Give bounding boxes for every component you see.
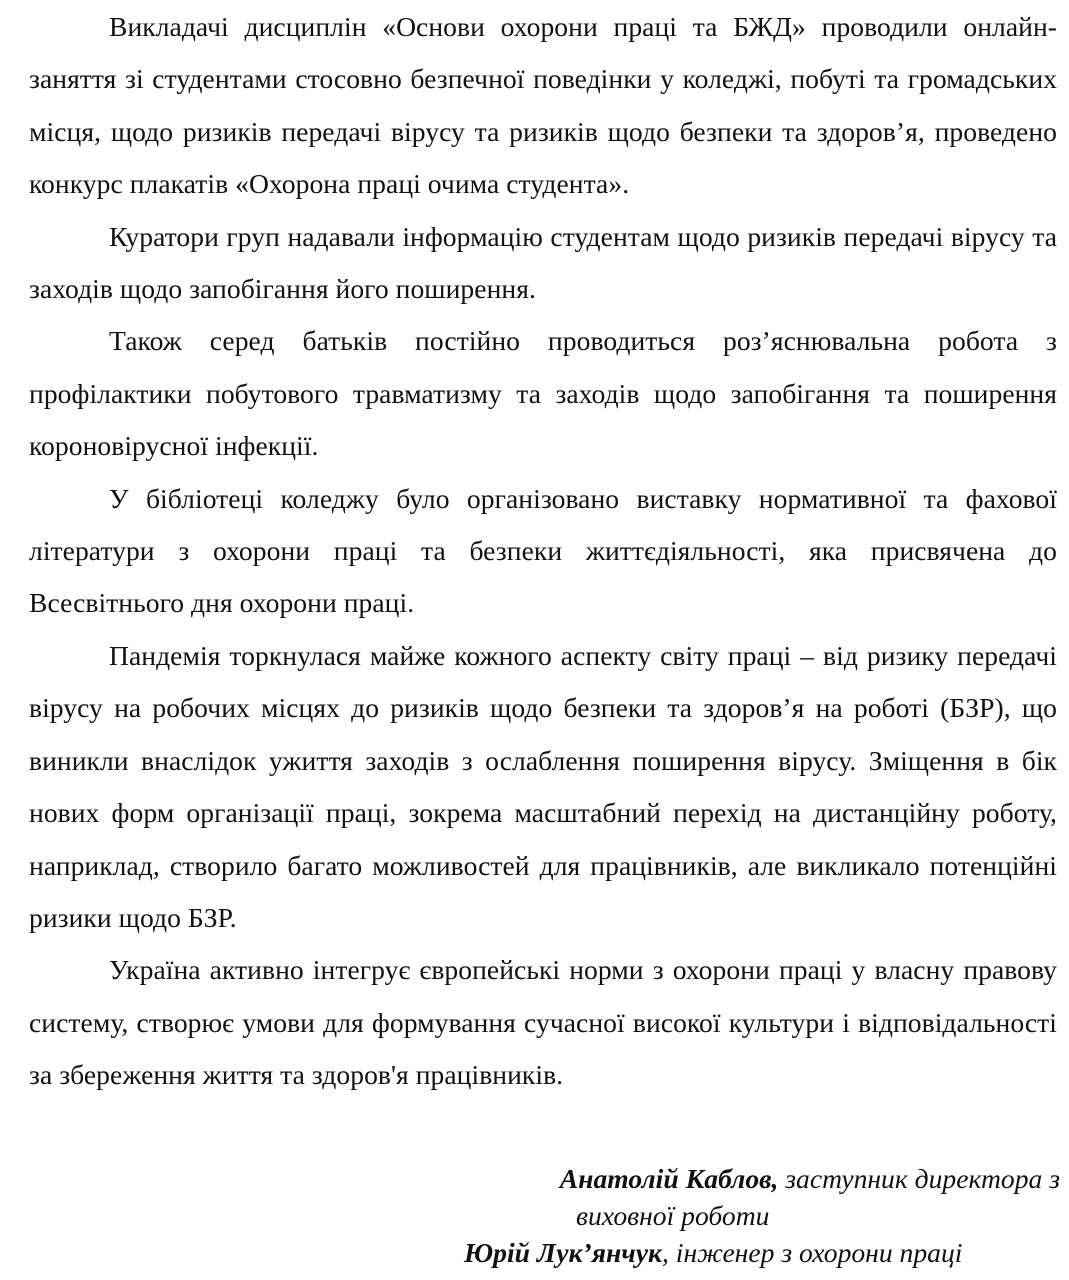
author-1-role: заступник директора з bbox=[778, 1163, 1060, 1194]
signature-line-1 bbox=[440, 1160, 1060, 1197]
signature-block bbox=[440, 1160, 1060, 1271]
author-1-name: Анатолій Каблов, bbox=[559, 1163, 779, 1194]
paragraph-3: Також серед батьків постійно проводиться роз’яснювальна робота з профілактики побутового травматизму та заходів щодо запобігання та поширення короновірусної інфекції. bbox=[29, 325, 1057, 462]
paragraph-5: Пандемія торкнулася майже кожного аспекту світу праці – від ризику передачі вірусу на робочих місцях до ризиків щодо безпеки та здоров’я на роботі (БЗР), що виникли внаслідок ужиття заходів з ослаблення поширення вірусу. Зміщення в бік нових форм організації праці, зокрема масштабний перехід на дистанційну роботу, наприклад, створило багато можливостей для працівників, але викликало потенційні ризики щодо БЗР. bbox=[29, 639, 1057, 933]
paragraph-1: Викладачі дисциплін «Основи охорони праці та БЖД» проводили онлайн-заняття зі студентами стосовно безпечної поведінки у коледжі, побуті та громадських місця, щодо ризиків передачі вірусу та ризиків щодо безпеки та здоров’я, проведено конкурс плакатів «Охорона праці очима студента». bbox=[29, 11, 1057, 200]
author-1-role-continued: виховної роботи bbox=[576, 1200, 770, 1231]
document-page bbox=[29, 0, 1057, 1102]
signature-line-2 bbox=[440, 1197, 1060, 1234]
paragraph-4: У бібліотеці коледжу було організовано виставку нормативної та фахової літератури з охорони праці та безпеки життєдіяльності, яка присвячена до Всесвітнього дня охорони праці. bbox=[29, 482, 1057, 619]
paragraph-2: Куратори груп надавали інформацію студентам щодо ризиків передачі вірусу та заходів щодо запобігання його поширення. bbox=[29, 220, 1057, 305]
author-2-role: , інженер з охорони праці bbox=[661, 1237, 963, 1268]
signature-line-3 bbox=[440, 1234, 1060, 1271]
paragraph-6: Україна активно інтегрує європейські норми з охорони праці у власну правову систему, створює умови для формування сучасної високої культури і відповідальності за збереження життя та здоров'я працівників. bbox=[29, 954, 1057, 1091]
author-2-name: Юрій Лук’янчук bbox=[464, 1237, 662, 1268]
